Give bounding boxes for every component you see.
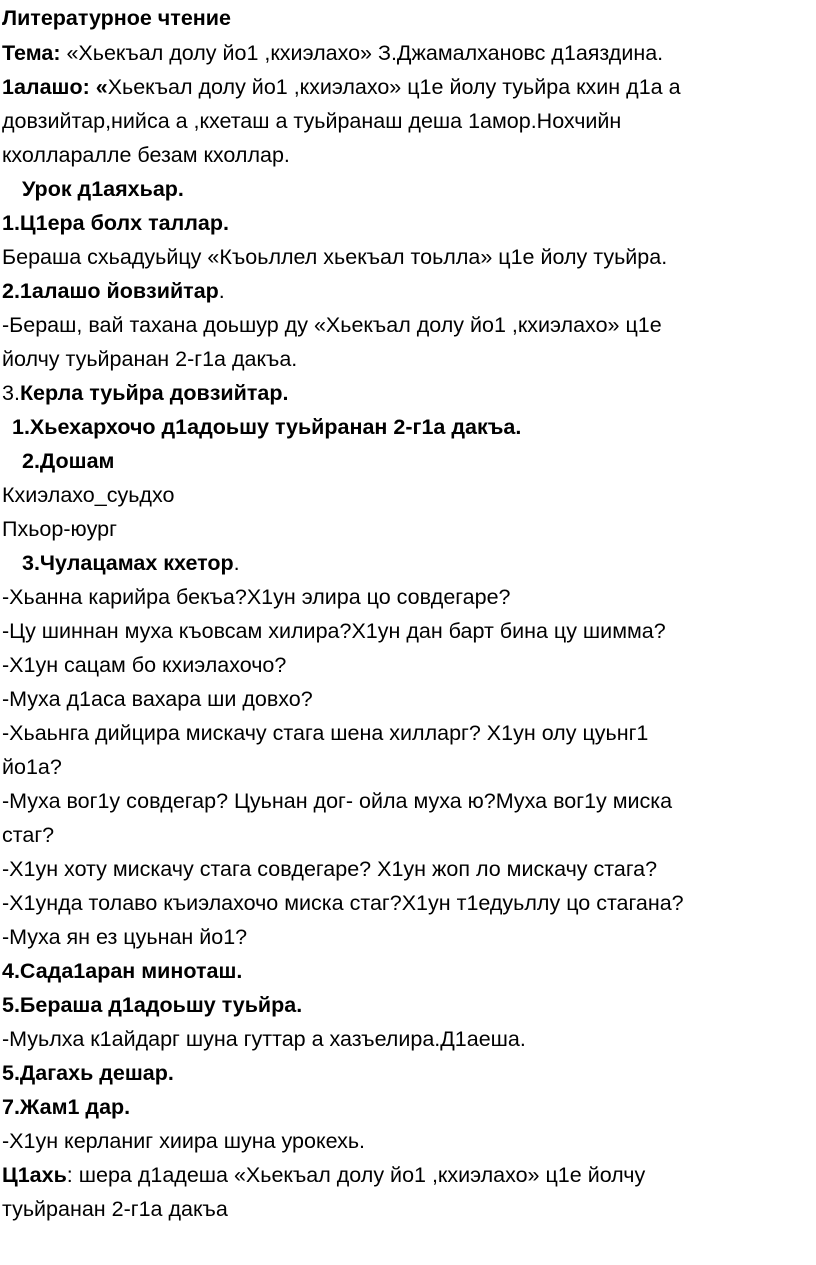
question-item-cont: йо1а? xyxy=(2,755,62,779)
question-item: -Хьаьнга дийцира мискачу стага шена хилларг? Х1ун олу цуьнг1 xyxy=(2,721,649,745)
question-item: -Муха д1аса вахара ши довхо? xyxy=(2,687,313,711)
section-7-heading: 7.Жам1 дар. xyxy=(2,1095,131,1119)
section-7-text: -Х1ун керланиг хиира шуна урокехь. xyxy=(2,1129,366,1153)
section-3-1: 1.Хьехархочо д1адоьшу туьйранан 2-г1а дакъа. xyxy=(12,415,522,439)
question-item: -Х1унда толаво къиэлахочо миска стаг?Х1ун т1едуьллу цо стагана? xyxy=(2,891,684,915)
question-item: -Муха вог1у совдегар? Цуьнан дог- ойла муха ю?Муха вог1у миска xyxy=(2,789,673,813)
section-3-heading: 3.Керла туьйра довзийтар. xyxy=(2,381,289,405)
question-item: -Х1ун хоту мискачу стага совдегаре? Х1ун жоп ло мискачу стага? xyxy=(2,857,658,881)
question-item: -Хьанна карийра бекъа?Х1ун элира цо совдегаре? xyxy=(2,585,511,609)
vocab-item: Пхьор-юург xyxy=(2,517,117,541)
section-5-text: -Муьлха к1айдарг шуна гуттар а хазъелира.Д1аеша. xyxy=(2,1027,526,1051)
homework-label: Ц1ахь xyxy=(2,1163,67,1187)
homework-line-1: Ц1ахь: шера д1адеша «Хьекъал долу йо1 ,кхиэлахо» ц1е йолчу xyxy=(2,1163,646,1187)
lesson-heading: Урок д1аяхьар. xyxy=(22,177,184,201)
section-4-heading: 4.Сада1аран миноташ. xyxy=(2,959,243,983)
goal-line-1: 1алашо: «Хьекъал долу йо1 ,кхиэлахо» ц1е йолу туьйра кхин д1а а xyxy=(2,75,681,99)
section-2-heading: 2.1алашо йовзийтар. xyxy=(2,279,225,303)
goal-line-2: довзийтар,нийса а ,кхеташ а туьйранаш деша 1амор.Нохчийн xyxy=(2,109,622,133)
section-3-3: 3.Чулацамах кхетор. xyxy=(22,551,240,575)
vocab-item: Кхиэлахо_суьдхо xyxy=(2,483,175,507)
section-5b-heading: 5.Дагахь дешар. xyxy=(2,1061,174,1085)
question-item: -Х1ун сацам бо кхиэлахочо? xyxy=(2,653,287,677)
section-1-heading: 1.Ц1ера болх таллар. xyxy=(2,211,229,235)
topic-text: «Хьекъал долу йо1 ,кхиэлахо» З.Джамалхановс д1аяздина. xyxy=(60,41,664,65)
question-item: -Цу шиннан муха къовсам хилира?Х1ун дан барт бина цу шимма? xyxy=(2,619,666,643)
homework-line-2: туьйранан 2-г1а дакъа xyxy=(2,1197,228,1221)
goal-line-3: кхолларалле безам кхоллар. xyxy=(2,143,290,167)
topic-label: Тема: xyxy=(2,41,61,65)
section-5-heading: 5.Бераша д1адоьшу туьйра. xyxy=(2,993,303,1017)
question-item: -Муха ян ез цуьнан йо1? xyxy=(2,925,248,949)
subject-title: Литературное чтение xyxy=(2,6,231,30)
section-2-text-2: йолчу туьйранан 2-г1а дакъа. xyxy=(2,347,298,371)
section-3-2: 2.Дошам xyxy=(22,449,115,473)
section-1-text: Бераша схьадуьйцу «Къоьллел хьекъал тоьлла» ц1е йолу туьйра. xyxy=(2,245,668,269)
goal-label: 1алашо: « xyxy=(2,75,108,99)
section-2-text-1: -Бераш, вай тахана доьшур ду «Хьекъал долу йо1 ,кхиэлахо» ц1е xyxy=(2,313,662,337)
topic-line xyxy=(2,36,663,70)
question-item-cont: стаг? xyxy=(2,823,55,847)
